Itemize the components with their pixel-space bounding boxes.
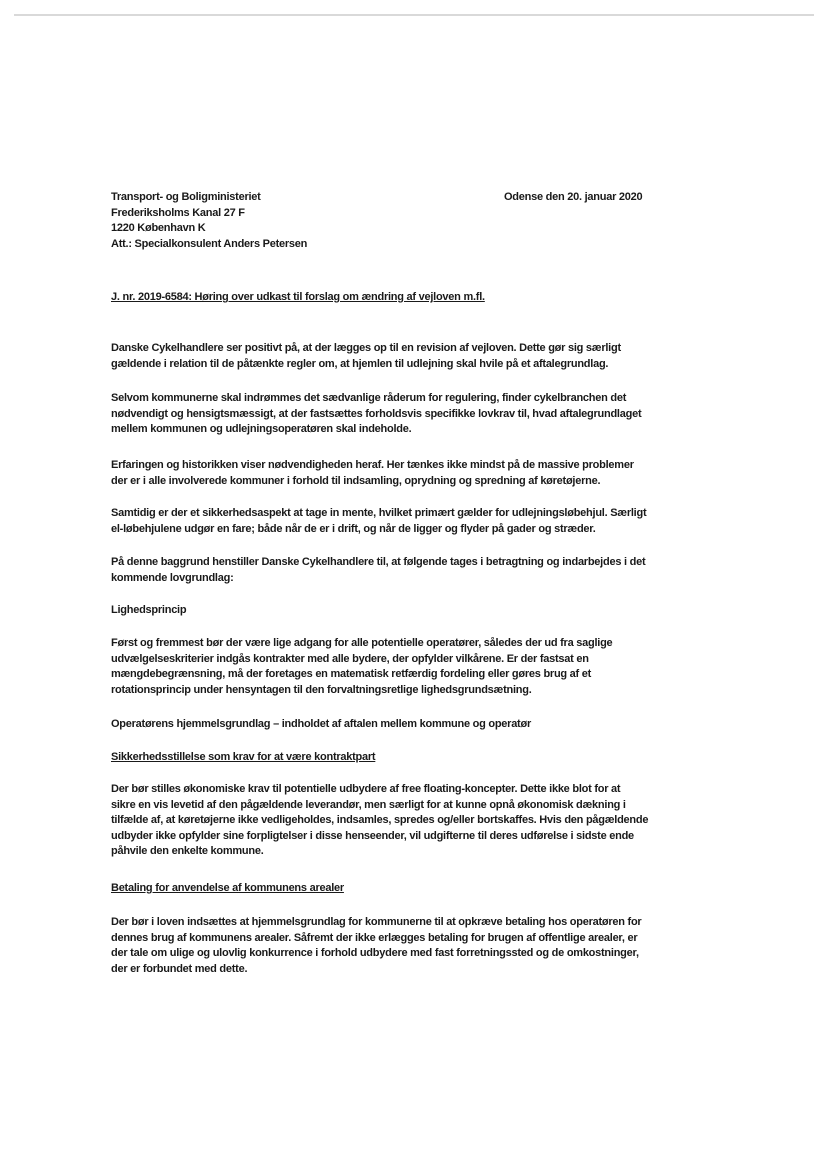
text-line: kommende lovgrundlag: xyxy=(111,571,234,584)
text-line: tilfælde af, at køretøjerne ikke vedligeholdes, indsamles, spredes og/eller bortskaffes. Hvis den pågældende xyxy=(111,814,649,826)
text-line: mængdebegrænsning, må der foretages en matematisk retfærdig fordeling eller gøres brug af et xyxy=(111,668,592,680)
text-line: Først og fremmest bør der være lige adgang for alle potentielle operatører, således der ud fra saglige xyxy=(111,637,613,649)
text-line: udvælgelseskriterier indgås kontrakter med alle bydere, der opfylder vilkårene. Er der fastsat en xyxy=(111,652,589,665)
text-line: mellem kommunen og udlejningsoperatøren skal indeholde. xyxy=(111,423,412,435)
subject-line: J. nr. 2019-6584: Høring over udkast til forslag om ændring af vejloven m.fl. xyxy=(111,291,485,303)
text-line: der er i alle involverede kommuner i forhold til indsamling, oprydning og spredning af køretøjerne. xyxy=(111,474,601,487)
heading-equality: Lighedsprincip xyxy=(111,604,187,616)
text-line: nødvendigt og hensigtsmæssigt, at der fastsættes forholdsvis specifikke lovkrav til, hvad aftalegrundlaget xyxy=(111,407,642,420)
addressee-line: Frederiksholms Kanal 27 F xyxy=(111,206,245,219)
paragraph-intro xyxy=(111,341,621,372)
text-line: Danske Cykelhandlere ser positivt på, at der lægges op til en revision af vejloven. Dette gør sig særligt xyxy=(111,342,621,354)
text-line: påhvile den enkelte kommune. xyxy=(111,845,264,857)
addressee-line: 1220 København K xyxy=(111,222,206,234)
text-line: dennes brug af kommunens arealer. Såfremt der ikke erlægges betaling for brugen af offentlige arealer, er xyxy=(111,931,638,944)
heading-payment: Betaling for anvendelse af kommunens arealer xyxy=(111,882,344,894)
text-line: gældende i relation til de påtænkte regler om, at hjemlen til udlejning skal hvile på et aftalegrundlag. xyxy=(111,357,609,370)
text-line: Der bør stilles økonomiske krav til potentielle udbydere af free floating-koncepter. Dette ikke blot for at xyxy=(111,783,621,795)
text-line: Der bør i loven indsættes at hjemmelsgrundlag for kommunerne til at opkræve betaling hos operatøren for xyxy=(111,916,642,928)
text-line: der tale om ulige og ulovlig konkurrence i forhold udbydere med fast forretningssted og de omkostninger, xyxy=(111,947,639,959)
text-line: el-løbehjulene udgør en fare; både når de er i drift, og når de ligger og flyder på gader og stræder. xyxy=(111,522,596,535)
text-line: udbyder ikke opfylder sine forpligtelser i disse henseender, vil udgifterne til deres udførelse i sidste ende xyxy=(111,829,634,842)
text-line: sikre en vis levetid af den pågældende leverandør, men særligt for at kunne opnå økonomisk dækning i xyxy=(111,798,626,811)
scan-edge-line xyxy=(14,14,814,16)
text-line: På denne baggrund henstiller Danske Cykelhandlere til, at følgende tages i betragtning og indarbejdes i det xyxy=(111,556,646,568)
paragraph-security xyxy=(111,782,648,860)
heading-security: Sikkerhedsstillelse som krav for at være kontraktpart xyxy=(111,751,376,763)
paragraph-safety xyxy=(111,506,646,537)
addressee-line: Att.: Specialkonsulent Anders Petersen xyxy=(111,237,308,250)
text-line: Samtidig er der et sikkerhedsaspekt at tage in mente, hvilket primært gælder for udlejningsløbehjul. Særligt xyxy=(111,507,647,519)
paragraph-experience xyxy=(111,458,634,489)
text-line: Erfaringen og historikken viser nødvendigheden heraf. Her tænkes ikke mindst på de massive problemer xyxy=(111,459,634,471)
paragraph-payment xyxy=(111,915,641,977)
paragraph-recommendation xyxy=(111,555,645,586)
paragraph-equality xyxy=(111,636,612,698)
addressee-block xyxy=(111,190,307,252)
heading-operator-basis: Operatørens hjemmelsgrundlag – indholdet af aftalen mellem kommune og operatør xyxy=(111,718,531,730)
text-line: der er forbundet med dette. xyxy=(111,962,248,975)
text-line: Selvom kommunerne skal indrømmes det sædvanlige råderum for regulering, finder cykelbranchen det xyxy=(111,392,627,404)
paragraph-requirements xyxy=(111,391,641,438)
addressee-line: Transport- og Boligministeriet xyxy=(111,191,261,203)
date-line: Odense den 20. januar 2020 xyxy=(504,191,643,203)
text-line: rotationsprincip under hensyntagen til den forvaltningsretlige lighedsgrundsætning. xyxy=(111,683,532,696)
